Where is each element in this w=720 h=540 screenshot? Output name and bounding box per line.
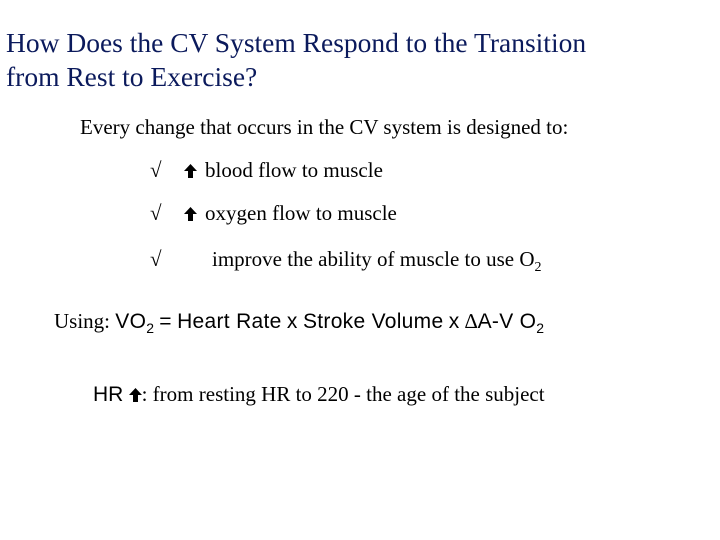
check-mark: √ [150,247,162,271]
hr-text: : from resting HR to 220 - the age of the subject [141,382,545,406]
check-mark: √ [150,158,162,182]
formula-lhs-subscript: 2 [146,320,155,336]
bullet-text: blood flow to muscle [205,158,383,182]
formula-prefix: Using: [54,309,111,333]
formula-times: x [286,310,298,333]
slide-title [6,26,706,94]
bullet-oxygen-flow [150,201,397,226]
formula-times: x [448,310,460,333]
hr-line [93,382,545,407]
intro-text: Every change that occurs in the CV system is designed to: [80,115,569,139]
up-arrow-icon [184,164,197,178]
formula-av-o2: A-V O [477,310,537,333]
bullet-blood-flow [150,158,383,183]
formula-lhs: VO [115,310,147,333]
slide-title-line2: from Rest to Exercise? [6,61,258,92]
check-mark: √ [150,201,162,225]
up-arrow-icon [184,207,197,221]
bullet-muscle-o2 [150,247,542,276]
slide-title-line1: How Does the CV System Respond to the Transition [6,27,587,58]
up-arrow-icon [129,388,142,402]
formula-heart-rate: Heart Rate [177,310,282,333]
formula-stroke-volume: Stroke Volume [302,310,444,333]
hr-label: HR [93,383,124,406]
formula-av-o2-subscript: 2 [536,320,545,336]
bullet-text: oxygen flow to muscle [205,201,397,225]
bullet-text: improve the ability of muscle to use O [212,247,535,271]
subscript: 2 [534,260,542,275]
formula-delta: ∆ [464,309,478,333]
formula-equals: = [159,310,172,333]
formula-line [54,309,544,336]
